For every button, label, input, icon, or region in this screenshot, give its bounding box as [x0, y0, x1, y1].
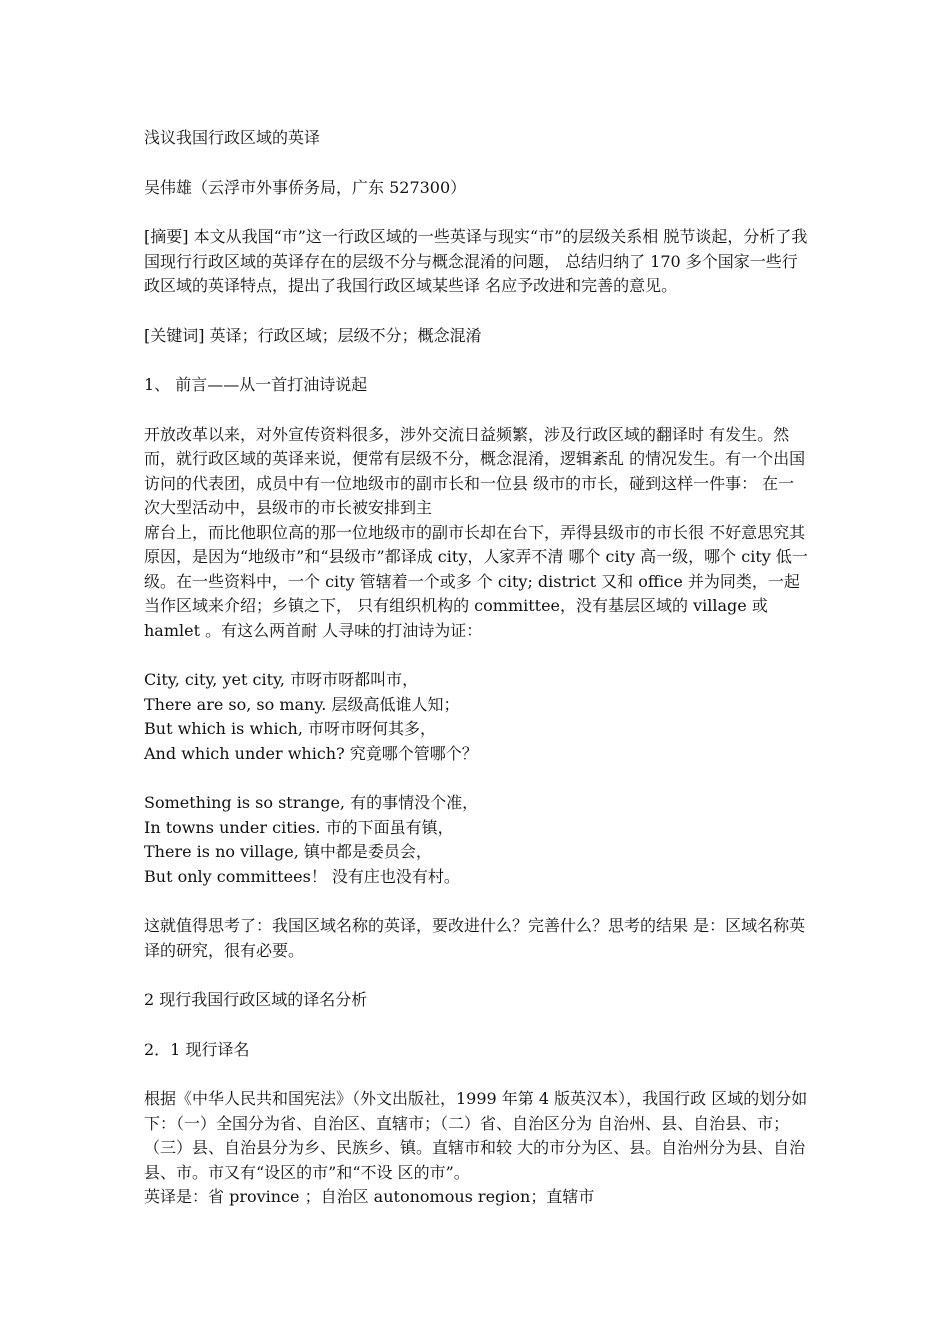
- section2-1-heading: 2．1 现行译名: [144, 1039, 250, 1059]
- poem-line: But which is which, 市呀市呀何其多，: [144, 719, 437, 738]
- poem-line: But only committees！ 没有庄也没有村。: [144, 866, 460, 886]
- poem-line: There is no village, 镇中都是委员会，: [144, 842, 432, 861]
- poem-stanza-1: [144, 668, 809, 766]
- poem-stanza-2: [144, 791, 809, 889]
- abstract-paragraph: [摘要] 本文从我国“市”这一行政区域的一些英译与现实“市”的层级关系相 脱节谈起，分析了我国现行行政区域的英译存在的层级不分与概念混淆的问题， 总结归纳了 170 多个国家一些行政区域的英译特点，提出了我国行政区域某些译 名应予改进和完善的意见。: [144, 227, 808, 295]
- section1-conclusion: 这就值得思考了：我国区域名称的英译，要改进什么？完善什么？思考的结果 是：区域名称英译的研究，很有必要。: [144, 916, 806, 960]
- section1-paragraph-1: 开放改革以来，对外宣传资料很多，涉外交流日益频繁，涉及行政区域的翻译时 有发生。然而，就行政区域的英译来说，便常有层级不分，概念混淆，逻辑紊乱 的情况发生。有一个出国访问的代表团，成员中有一位地级市的副市长和一位县 级市的市长，碰到这样一件事： 在一次大型活动中，县级市的市长被安排到主: [144, 424, 806, 517]
- keywords-line: [关键词] 英译；行政区域；层级不分；概念混淆: [144, 325, 482, 345]
- section2-heading: 2 现行我国行政区域的译名分析: [144, 990, 368, 1009]
- poem-line: In towns under cities. 市的下面虽有镇，: [144, 817, 454, 837]
- poem-line: Something is so strange, 有的事情没个准，: [144, 793, 479, 812]
- section1-paragraph-2: 席台上，而比他职位高的那一位地级市的副市长却在台下，弄得县级市的市长很 不好意思究其原因，是因为“地级市”和“县级市”都译成 city，人家弄不清 哪个 city 高一级，哪个 city 低一级。在一些资料中，一个 city 管辖着一个或多 个 city; district 又和 office 并为同类，一起当作区域来介绍；乡镇之下， 只有组织机构的 committee，没有基层区域的 village 或 hamlet 。有这么两首耐 人寻味的打油诗为证：: [144, 522, 808, 640]
- document-title: 浅议我国行政区域的英译: [144, 128, 321, 147]
- section2-paragraph-2: 英译是：省 province ；自治区 autonomous region；直辖市: [144, 1187, 595, 1206]
- poem-line: City, city, yet city, 市呀市呀都叫市，: [144, 670, 419, 689]
- section2-paragraph-1: 根据《中华人民共和国宪法》（外文出版社，1999 年第 4 版英汉本），我国行政 区域的划分如下：（一）全国分为省、自治区、直辖市；（二）省、自治区分为 自治州、县、自治县、市；（三）县、自治县分为乡、民族乡、镇。直辖市和较 大的市分为区、县。自治州分为县、自治县、市。市又有“设区的市”和“不设 区的市”。: [144, 1089, 808, 1182]
- document-body: [144, 126, 809, 1235]
- section1-heading: 1、 前言——从一首打油诗说起: [144, 375, 368, 394]
- author-line: 吴伟雄（云浮市外事侨务局，广东 527300）: [144, 177, 467, 197]
- poem-line: There are so, so many. 层级高低谁人知；: [144, 694, 460, 714]
- poem-line: And which under which? 究竟哪个管哪个？: [144, 743, 478, 763]
